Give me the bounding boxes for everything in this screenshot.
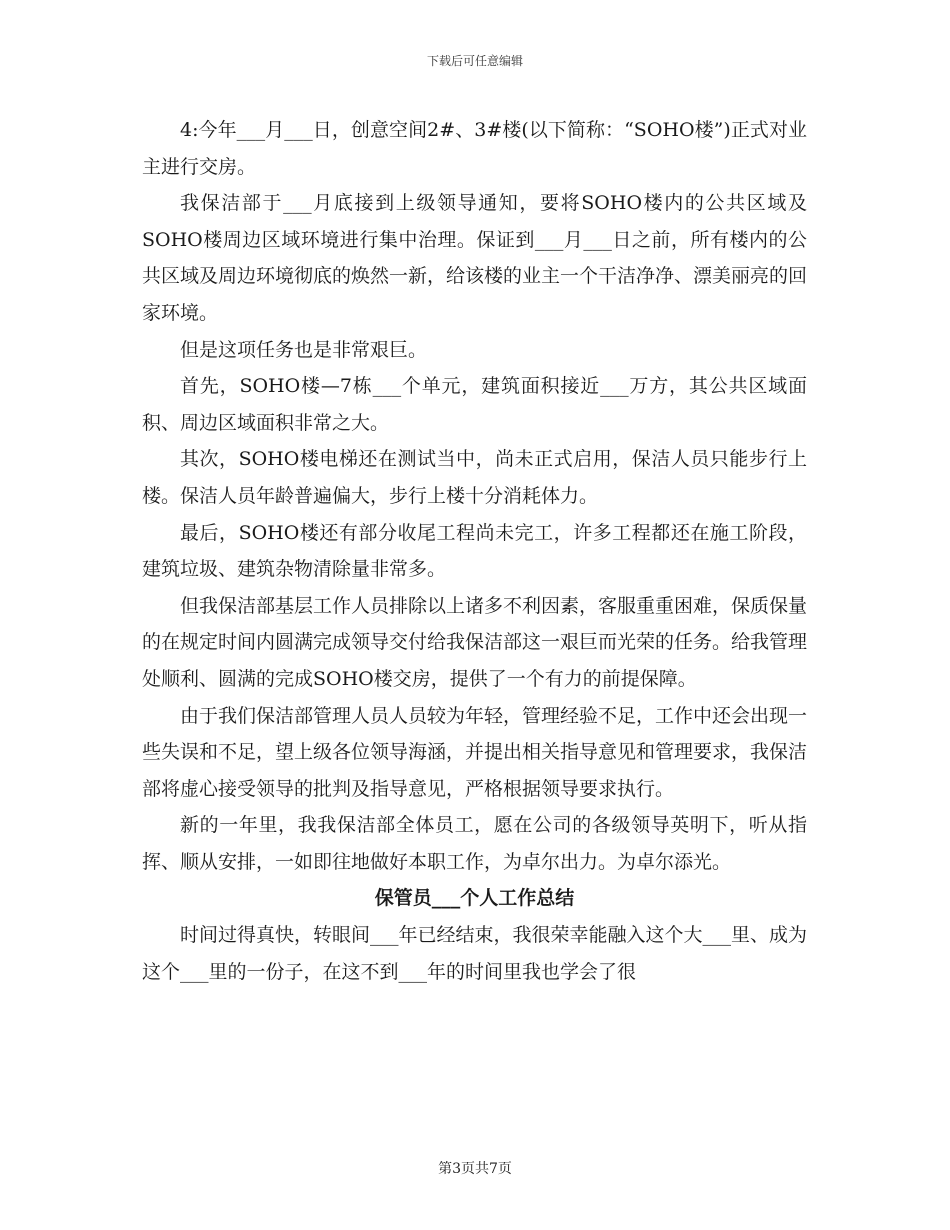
paragraph: 时间过得真快，转眼间___年已经结束，我很荣幸能融入这个大___里、成为这个___里的一份子，在这不到___年的时间里我也学会了很 xyxy=(142,924,808,983)
paragraph: 最后，SOHO楼还有部分收尾工程尚未完工，许多工程都还在施工阶段，建筑垃圾、建筑杂物清除量非常多。 xyxy=(142,521,807,581)
page-header: 下载后可任意编辑 xyxy=(426,54,523,68)
paragraph: 其次，SOHO楼电梯还在测试当中，尚未正式启用，保洁人员只能步行上楼。保洁人员年龄普遍偏大，步行上楼十分消耗体力。 xyxy=(142,448,807,507)
paragraph: 新的一年里，我我保洁部全体员工，愿在公司的各级领导英明下，听从指挥、顺从安排，一如即往地做好本职工作，为卓尔出力。为卓尔添光。 xyxy=(142,814,807,873)
paragraph: 但我保洁部基层工作人员排除以上诸多不利因素，客服重重困难，保质保量的在规定时间内圆满完成领导交付给我保洁部这一艰巨而光荣的任务。给我管理处顺利、圆满的完成SOHO楼交房，提供了一个有力的前提保障。 xyxy=(142,594,808,690)
section-title: 保管员___个人工作总结 xyxy=(374,887,575,910)
paragraph: 首先，SOHO楼—7栋___个单元，建筑面积接近___万方，其公共区域面积、周边区域面积非常之大。 xyxy=(142,375,807,434)
document-body xyxy=(142,112,807,990)
paragraph: 4:今年___月___日，创意空间2#、3#楼(以下简称：“SOHO楼”)正式对业主进行交房。 xyxy=(142,119,807,178)
paragraph: 由于我们保洁部管理人员人员较为年轻，管理经验不足，工作中还会出现一些失误和不足，望上级各位领导海涵，并提出相关指导意见和管理要求，我保洁部将虚心接受领导的批判及指导意见，严格根据领导要求执行。 xyxy=(142,704,808,800)
paragraph: 我保洁部于___月底接到上级领导通知，要将SOHO楼内的公共区域及SOHO楼周边区域环境进行集中治理。保证到___月___日之前，所有楼内的公共区域及周边环境彻底的焕然一新，给该楼的业主一个干洁净净、漂美丽亮的回家环境。 xyxy=(142,192,808,324)
page-footer: 第3页共7页 xyxy=(438,1161,512,1177)
paragraph: 但是这项任务也是非常艰巨。 xyxy=(180,338,428,361)
